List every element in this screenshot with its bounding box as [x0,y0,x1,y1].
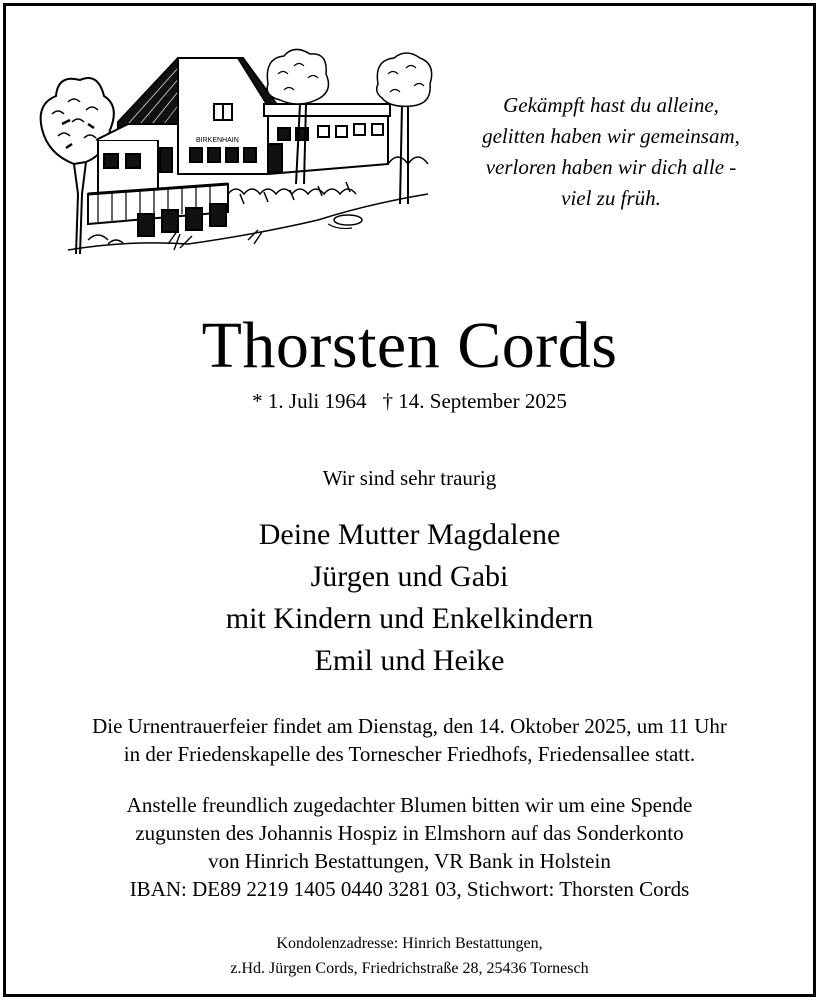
house-sign: BIRKENHAIN [196,137,239,144]
condolence-line: z.Hd. Jürgen Cords, Friedrichstraße 28, 25436 Tornesch [230,960,589,977]
donation-line: Anstelle freundlich zugedachter Blumen bitten wir um eine Spende [126,793,693,817]
condolence-address [6,931,813,981]
terrace-icon [88,184,228,236]
ceremony-line: Die Urnentrauerfeier findet am Dienstag, den 14. Oktober 2025, um 11 Uhr [92,714,727,738]
poem-line: verloren haben wir dich alle - [485,155,737,179]
donation-info [6,791,813,903]
donation-line: zugunsten des Johannis Hospiz in Elmshorn auf das Sonderkonto [135,821,684,845]
right-wing-icon [264,104,390,174]
deceased-name: Thorsten Cords [201,309,618,382]
family-line: Jürgen und Gabi [310,560,509,593]
poem-line: Gekämpft hast du alleine, [503,93,719,117]
family-line: mit Kindern und Enkelkindern [225,602,594,635]
poem-line: viel zu früh. [561,186,661,210]
family-mourners [6,514,813,682]
poem [446,90,776,214]
death-date: † 14. September 2025 [382,389,567,413]
poem-line: gelitten haben wir gemeinsam, [482,124,740,148]
main-house-icon [96,58,278,194]
ceremony-line: in der Friedenskapelle des Tornescher Friedhofs, Friedensallee statt. [123,742,696,766]
donation-line: IBAN: DE89 2219 1405 0440 3281 03, Stichwort: Thorsten Cords [129,877,690,901]
obituary-frame [3,3,816,997]
donation-line: von Hinrich Bestattungen, VR Bank in Holstein [208,849,611,873]
condolence-line: Kondolenzadresse: Hinrich Bestattungen, [276,935,543,952]
birth-date: * 1. Juli 1964 [252,389,367,413]
family-line: Deine Mutter Magdalene [258,518,561,551]
intro-text: Wir sind sehr traurig [322,466,497,490]
family-line: Emil und Heike [314,644,505,677]
life-dates [6,386,813,416]
ceremony-info [6,712,813,768]
house-with-trees-drawing-icon [28,44,438,259]
